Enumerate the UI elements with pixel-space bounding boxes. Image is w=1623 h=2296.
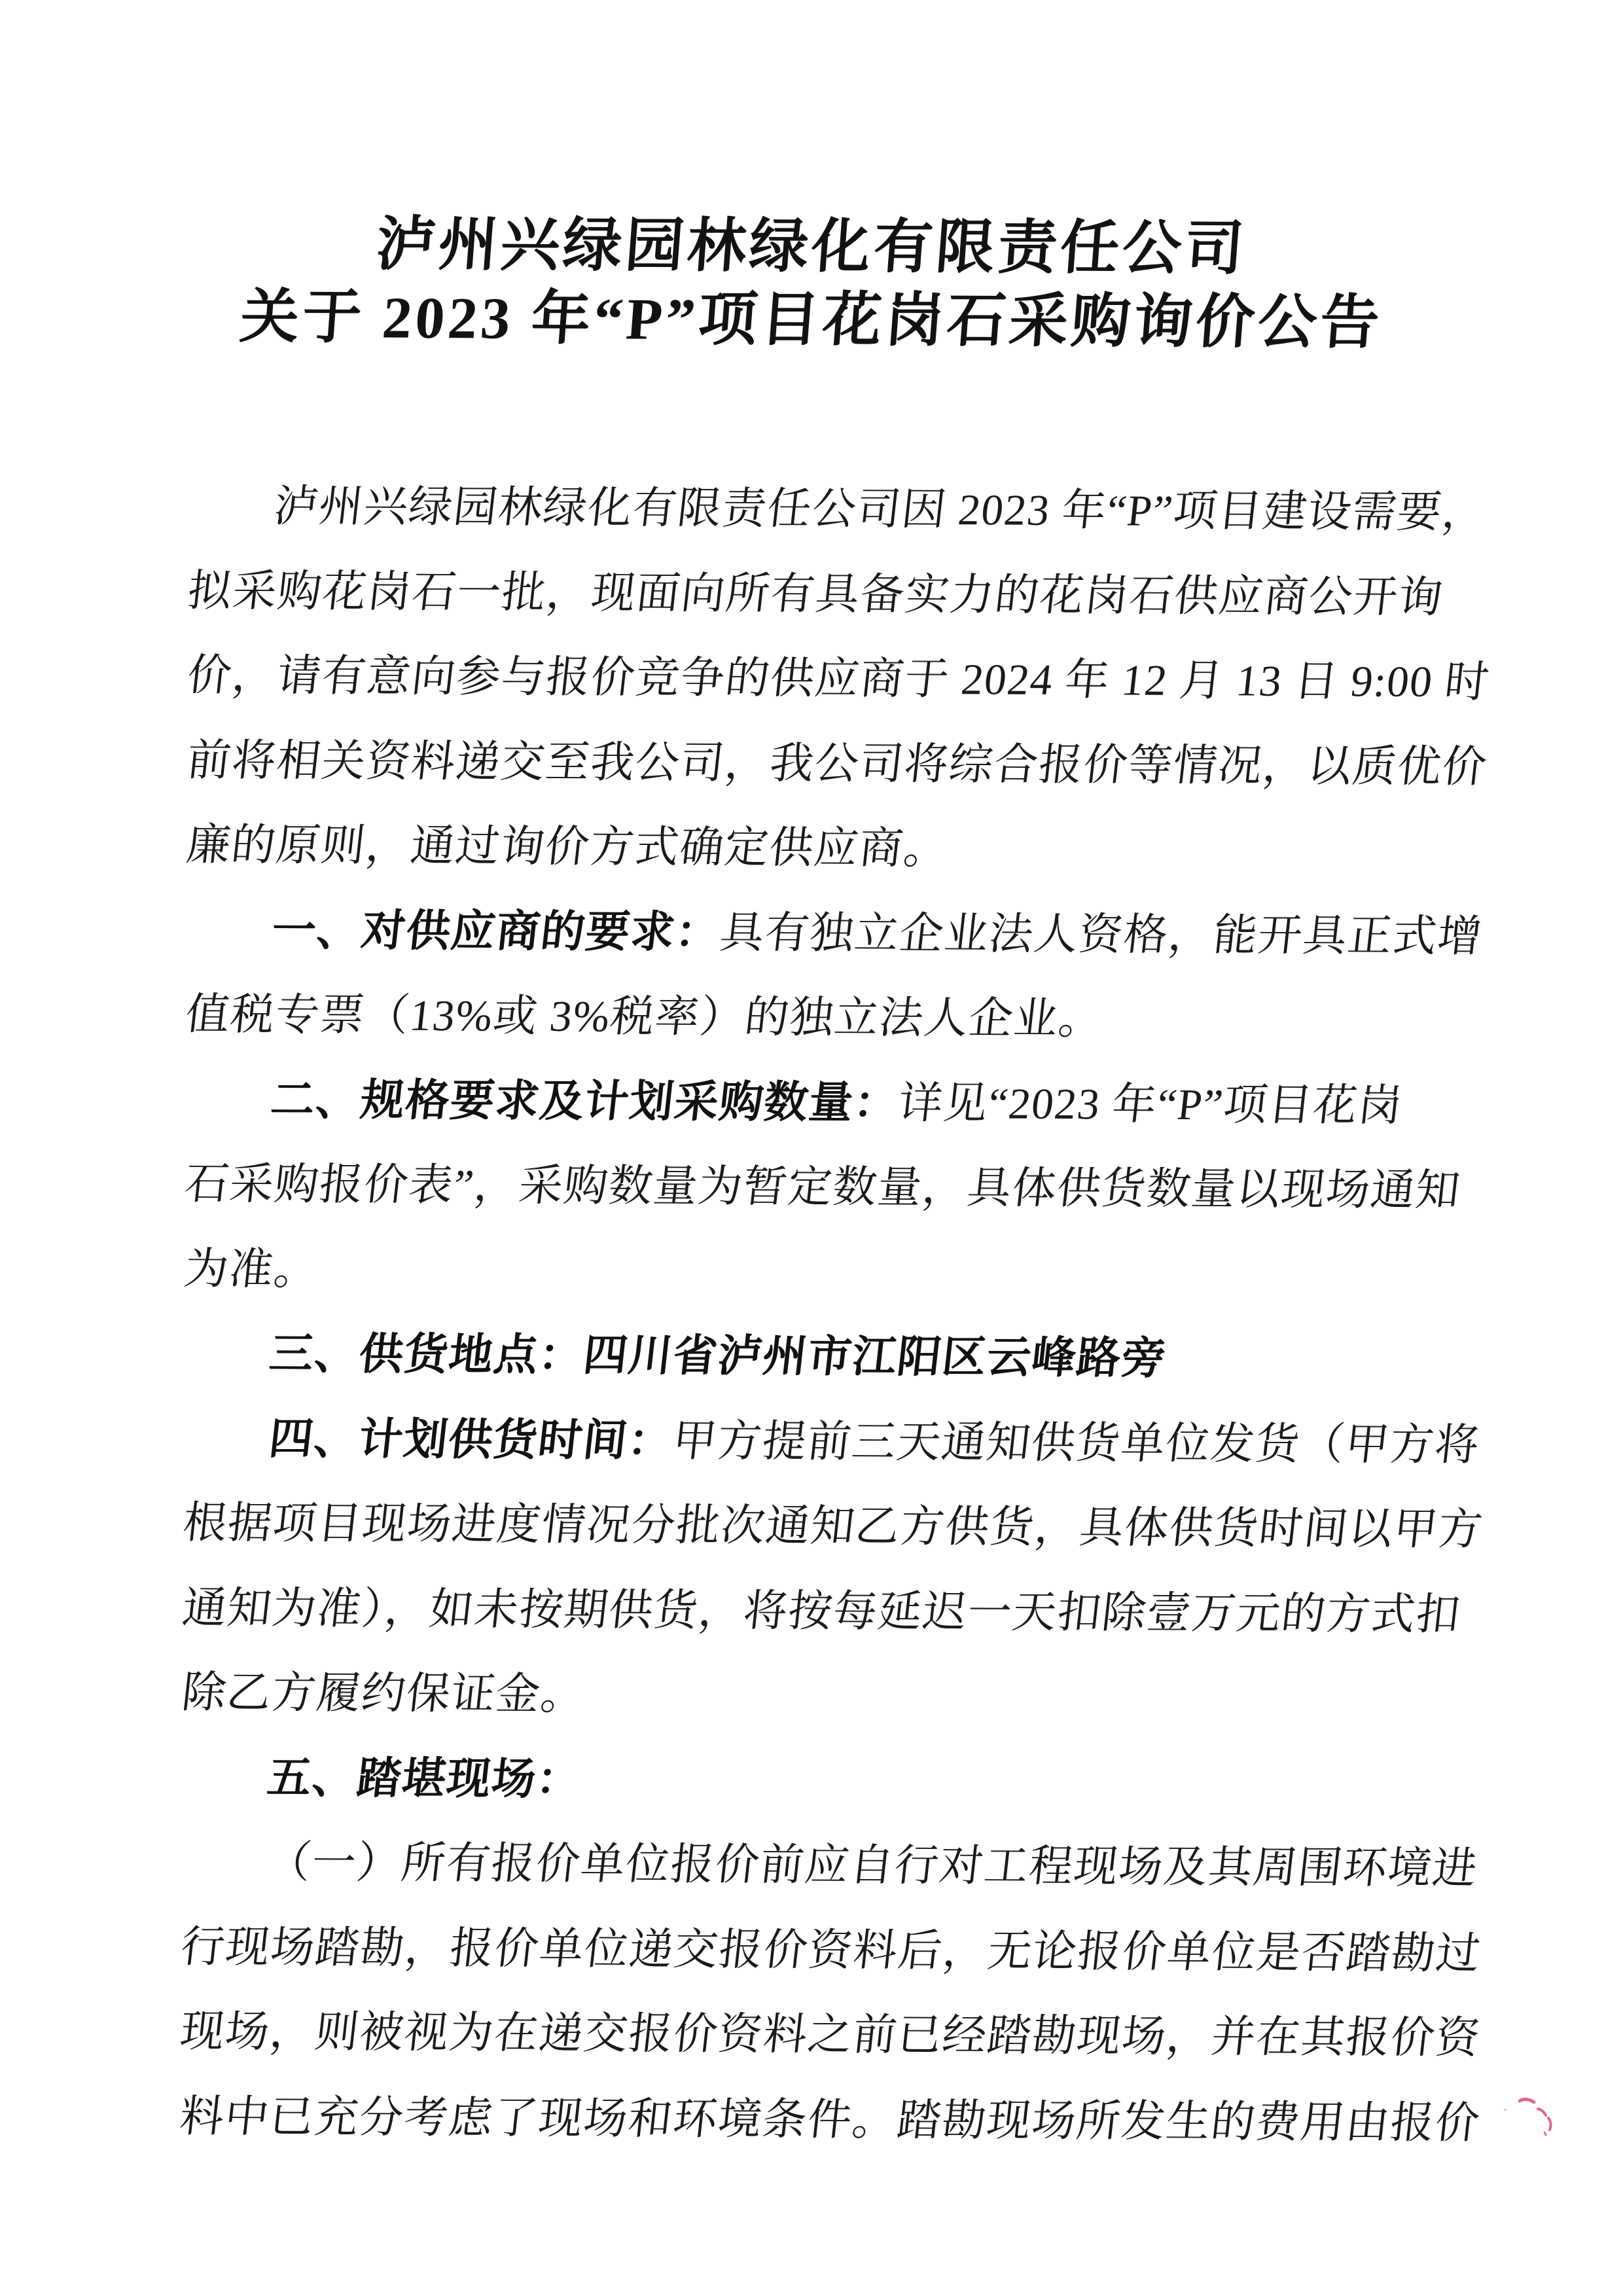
document-title-line1: 泸州兴绿园林绿化有限责任公司 (374, 212, 1249, 282)
line-text-segment: 通知为准），如未按期供货，将按每延迟一天扣除壹万元的方式扣 (180, 1583, 1464, 1639)
body-line (180, 1227, 1460, 1319)
line-text-segment: 为准。 (181, 1244, 322, 1294)
line-text-segment: 拟采购花岗石一批，现面向所有具备实力的花岗石供应商公开询 (185, 566, 1446, 622)
section1-heading: 一、对供应商的要求： (269, 906, 723, 957)
body-line (181, 973, 1461, 1064)
scan-noise-speck (1504, 2109, 1507, 2111)
line-text-segment: 甲方提前三天通知供货单位发货（甲方将 (669, 1416, 1483, 1469)
body-line (177, 1820, 1480, 1912)
line-text-segment: 廉的原则，通过询价方式确定供应商。 (184, 821, 952, 874)
body-line (178, 1566, 1464, 1658)
line-text-segment: 行现场踏勘，报价单位递交报价资料后，无论报价单位是否踏勘过 (178, 1922, 1484, 1978)
section5-heading: 五、踏堪现场： (264, 1753, 584, 1804)
section3-heading: 三、供货地点：四川省泸州市江阳区云峰路旁 (267, 1329, 1169, 1383)
body-line (180, 1142, 1463, 1234)
line-text-segment: 泸州兴绿园林绿化有限责任公司因 2023 年“P”项目建设需要， (271, 482, 1490, 537)
body-line (176, 1905, 1484, 1997)
line-text-segment: 根据项目现场进度情况分批次通知乙方供货，具体供货时间以甲方 (180, 1499, 1486, 1554)
line-text-segment: 石采购报价表”，采购数量为暂定数量，具体供货数量以现场通知 (182, 1160, 1463, 1215)
line-text-segment: 具有独立企业法人资格，能开具正式增 (717, 908, 1486, 961)
line-text-segment: 详见“2023 年“P”项目花岗 (896, 1079, 1406, 1130)
line-text-segment: 除乙方履约保证金。 (179, 1668, 588, 1719)
line-text-segment: 料中已充分考虑了现场和环境条件。踏勘现场所发生的费用由报价 (177, 2092, 1483, 2147)
body-line (175, 2075, 1483, 2166)
body-line (183, 549, 1463, 641)
body-line (177, 1651, 1457, 1742)
red-seal-fragment-icon (1516, 2092, 1575, 2144)
line-text-segment: 价，请有意向参与报价竞争的供应商于 2024 年 12 月 13 日 9:00 时 (185, 651, 1493, 707)
body-line (179, 1481, 1486, 1573)
line-text-segment: 值税专票（13%或 3%税率）的独立法人企业。 (183, 990, 1107, 1044)
body-line (175, 1990, 1484, 2081)
body-line-section5 (177, 1736, 1457, 1827)
line-text-segment: 现场，则被视为在递交报价资料之前已经踏勘现场，并在其报价资 (177, 2007, 1484, 2063)
body-line-section2 (181, 1058, 1461, 1149)
document-title-line2: 关于 2023 年“P”项目花岗石采购询价公告 (238, 285, 1385, 356)
section4-heading: 四、计划供货时间： (266, 1414, 676, 1465)
body-line (182, 803, 1462, 895)
body-line-section3 (179, 1312, 1459, 1403)
section2-heading: 二、规格要求及计划采购数量： (268, 1075, 902, 1128)
body-line-section4 (179, 1397, 1483, 1488)
line-text-segment: 前将相关资料递交至我公司，我公司将综合报价等情况，以质优价 (184, 736, 1490, 791)
body-line (183, 719, 1490, 810)
line-text-segment: （一）所有报价单位报价前应自行对工程现场及其周围环境进 (264, 1838, 1480, 1893)
body-line (183, 634, 1493, 725)
body-line (184, 464, 1490, 556)
document-body (0, 463, 1622, 2167)
body-line-section1 (181, 888, 1486, 980)
